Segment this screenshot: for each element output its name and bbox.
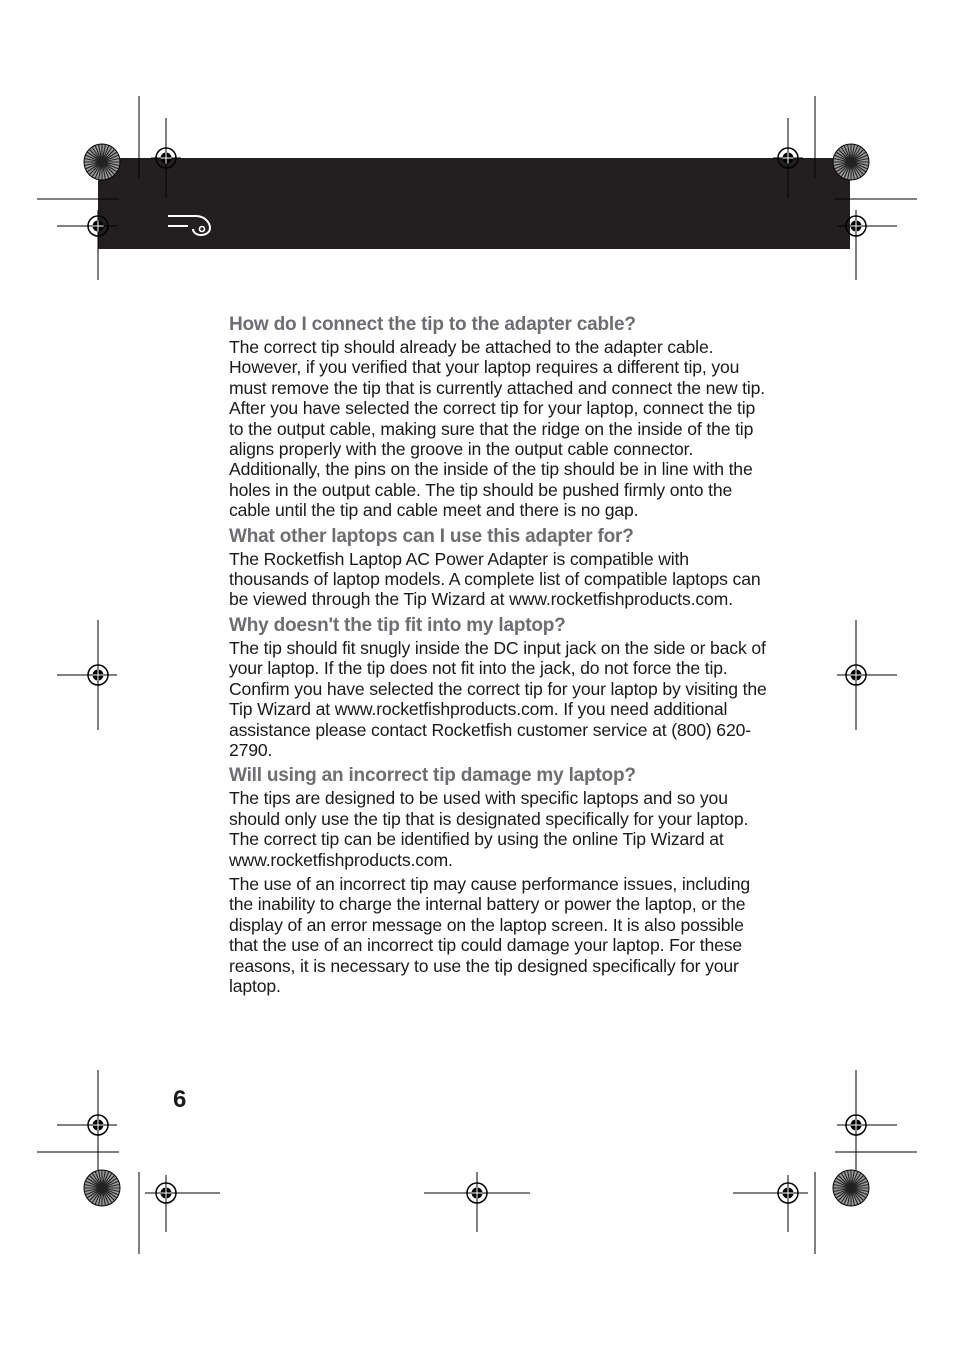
- faq-answer: The tip should fit snugly inside the DC input jack on the side or back of your laptop. If the tip does not fit into the jack, do not force the tip. Confirm you have selected the correct tip for your laptop by visiting the Tip Wizard at www.rocketfishproducts.com. If you need additional assistance please contact Rocketfish customer service at (800) 620-2790.: [229, 637, 767, 760]
- faq-item: [229, 614, 769, 760]
- faq-question: Will using an incorrect tip damage my laptop?: [229, 765, 636, 787]
- faq-content: [229, 313, 769, 1000]
- faq-item: [229, 525, 769, 610]
- faq-question: What other laptops can I use this adapter for?: [229, 525, 634, 547]
- faq-question: Why doesn't the tip fit into my laptop?: [229, 614, 566, 636]
- faq-answer: The Rocketfish Laptop AC Power Adapter is compatible with thousands of laptop models. A complete list of compatible laptops can be viewed through the Tip Wizard at www.rocketfishproducts.com.: [229, 548, 761, 610]
- faq-item: [229, 313, 769, 521]
- faq-answer: The use of an incorrect tip may cause performance issues, including the inability to charge the internal battery or power the laptop, or the display of an error message on the laptop screen. It is also possible that the use of an incorrect tip could damage your laptop. For these reasons, it is necessary to use the tip designed specifically for your laptop.: [229, 873, 750, 996]
- rocketfish-logo-icon: [166, 210, 214, 238]
- faq-item: [229, 764, 769, 996]
- page-number: 6: [173, 1086, 187, 1113]
- faq-question: How do I connect the tip to the adapter cable?: [229, 314, 636, 335]
- faq-answer: The correct tip should already be attached to the adapter cable. However, if you verified that your laptop requires a different tip, you must remove the tip that is currently attached and connect the new tip. After you have selected the correct tip for your laptop, connect the tip to the output cable, making sure that the ridge on the inside of the tip aligns properly with the groove in the output cable connector. Additionally, the pins on the inside of the tip should be in line with the holes in the output cable. The tip should be pushed firmly onto the cable until the tip and cable meet and there is no gap.: [229, 337, 766, 521]
- faq-answer: The tips are designed to be used with specific laptops and so you should only use the tip that is designated specifically for your laptop. The correct tip can be identified by using the online Tip Wizard at www.rocketfishproducts.com.: [229, 788, 749, 870]
